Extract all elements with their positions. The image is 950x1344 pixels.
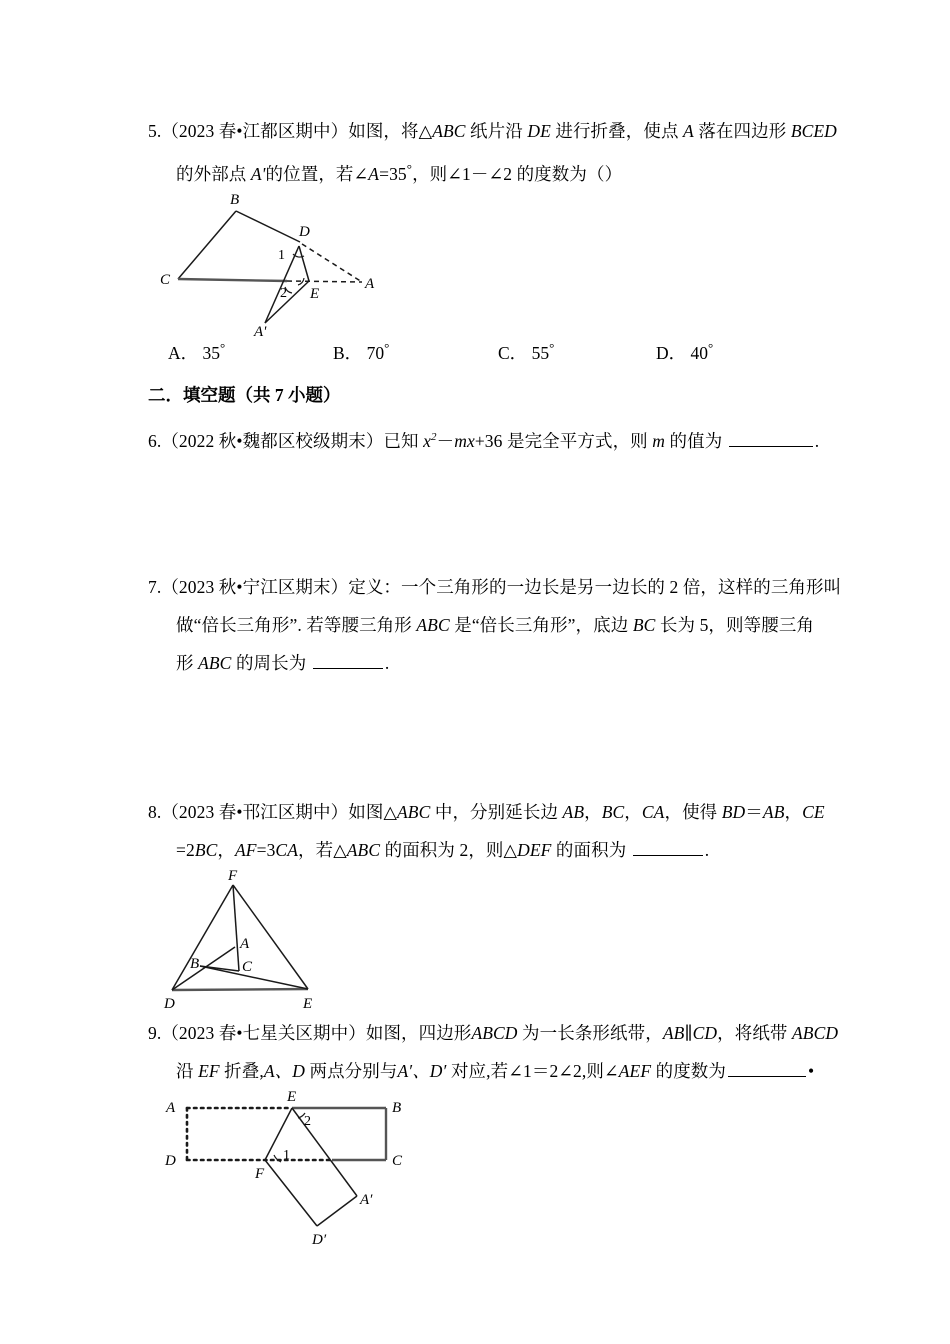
q8-t3: ，使得: [664, 802, 718, 822]
option-d[interactable]: D． 40°: [656, 340, 714, 363]
question-7-line-1: [148, 568, 842, 606]
question-5: [148, 112, 837, 193]
q9-pts-ap-dp: A′、D′: [397, 1061, 447, 1081]
q8-period: .: [704, 840, 710, 860]
q6-period: .: [814, 430, 820, 451]
q5-tri-abc: △ABC: [418, 121, 466, 141]
question-5-line-1: [148, 112, 837, 150]
question-6-line-1: [148, 418, 828, 460]
q5-pt-a-prime: A': [250, 163, 266, 184]
q8-t7: 的面积为 2，则: [384, 840, 504, 860]
q9-answer-blank[interactable]: [728, 1060, 806, 1077]
question-8-source: （2023 春•邗江区期中）: [161, 802, 349, 822]
q5-label-B: B: [230, 192, 240, 208]
question-8-number: 8.: [148, 802, 162, 822]
q7-answer-blank[interactable]: [313, 652, 383, 669]
q9-t2: 为一长条形纸带，: [522, 1023, 663, 1043]
q6-term-mx: mx: [454, 430, 475, 451]
q8-tri-def: △DEF: [503, 840, 552, 860]
q9-period: •: [808, 1061, 815, 1081]
question-6-number: 6.: [148, 430, 162, 451]
q8-c3: ，: [784, 802, 803, 822]
q9-t8: 的度数为: [655, 1061, 727, 1081]
q7-t2: 做“倍长三角形”. 若等腰三角形: [176, 615, 412, 635]
question-9-source: （2023 春•七星关区期中）: [161, 1023, 366, 1043]
question-9-line-1: [148, 1014, 839, 1052]
q9-t1: 如图，四边形: [365, 1023, 472, 1043]
q9-t3: ，将纸带: [717, 1023, 788, 1043]
q6-exponent: 2: [431, 431, 437, 443]
question-7-source: （2023 秋•宁江区期末）: [161, 577, 349, 597]
q9-angle-aef: AEF: [618, 1061, 652, 1081]
q5-t1: 如图，将: [348, 121, 419, 141]
question-5-options: [168, 340, 848, 370]
q8-seg-ca: CA: [641, 802, 665, 822]
q9-seg-ef: EF: [198, 1061, 220, 1081]
question-6: [148, 418, 828, 460]
q8-c4: ，: [217, 840, 235, 860]
question-7: [148, 568, 842, 682]
q7-t5: 形: [176, 653, 194, 673]
q5-label-angle-1: 1: [278, 248, 285, 263]
q6-var-m: m: [652, 430, 666, 451]
q5-t6: 的位置，若∠: [265, 163, 369, 184]
question-8-figure: [162, 866, 362, 1011]
section-heading-fill-in-blank: 二．填空题（共 7 小题）: [148, 385, 341, 405]
q5-quad-bced: BCED: [790, 121, 837, 141]
q5-angle-a: A: [368, 163, 380, 184]
q8-t2: 中，分别延长边: [434, 802, 559, 822]
q8-seg-ce: CE: [802, 802, 825, 822]
q7-tri-abc-2: ABC: [198, 653, 232, 673]
question-7-line-3: [148, 644, 828, 682]
question-7-number: 7.: [148, 577, 162, 597]
q8-eq1: ＝: [745, 802, 763, 822]
q9-label-A-prime: A′: [360, 1192, 373, 1208]
question-5-number: 5.: [148, 121, 162, 141]
q7-t3: 是“倍长三角形”，底边: [454, 615, 629, 635]
question-8: [148, 793, 828, 869]
question-9-number: 9.: [148, 1023, 162, 1043]
q8-t5: =3: [256, 840, 276, 860]
q5-label-E: E: [310, 286, 320, 302]
q9-label-C: C: [392, 1153, 403, 1169]
q5-label-angle-2: 2: [280, 286, 287, 301]
q8-answer-blank[interactable]: [633, 839, 703, 856]
q6-t3: 的值为: [669, 430, 723, 451]
q7-t1: 定义：一个三角形的一边长是另一边长的 2 倍，这样的三角形叫: [348, 577, 842, 597]
q5-t3: 进行折叠，使点: [555, 121, 679, 141]
q7-t4: 长为 5，则等腰三角: [659, 615, 815, 635]
question-5-figure: [152, 186, 412, 336]
q9-t7: 对应,若∠1＝2∠2,则∠: [450, 1061, 619, 1081]
q5-label-A: A: [365, 276, 375, 292]
q5-pt-a: A: [683, 121, 694, 141]
q6-var-x: x: [423, 430, 431, 451]
q9-label-E: E: [287, 1089, 297, 1105]
q5-degree-sign: °: [406, 161, 413, 176]
q9-label-angle-1: 1: [283, 1148, 290, 1163]
option-a[interactable]: A． 35°: [168, 340, 226, 363]
q7-period: .: [384, 653, 390, 673]
option-b[interactable]: B． 70°: [333, 340, 390, 363]
q8-tri-abc: △ABC: [383, 802, 431, 822]
question-9: [148, 1014, 839, 1090]
q5-t7: =35: [379, 163, 407, 184]
q9-label-D: D: [165, 1153, 176, 1169]
q7-tri-abc: ABC: [416, 615, 450, 635]
q8-t4: =2: [176, 840, 195, 860]
q8-c1: ，: [584, 802, 602, 822]
option-c[interactable]: C． 55°: [498, 340, 555, 363]
q8-label-E: E: [303, 996, 313, 1011]
q9-t5: 折叠,: [224, 1061, 264, 1081]
q9-quad-abcd: ABCD: [471, 1023, 518, 1043]
q5-label-A-prime: A': [254, 324, 267, 336]
q8-c2: ，: [624, 802, 642, 822]
question-6-source: （2022 秋•魏都区校级期末）: [161, 430, 384, 451]
q9-t6: 两点分别与: [309, 1061, 398, 1081]
q7-seg-bc: BC: [632, 615, 656, 635]
q8-t6: ，若: [297, 840, 334, 860]
q9-label-angle-2: 2: [304, 1114, 311, 1129]
question-5-source: （2023 春•江都区期中）: [161, 121, 349, 141]
q8-seg-bc-2: BC: [194, 840, 218, 860]
question-8-line-1: [148, 793, 828, 831]
q8-seg-ab-2: AB: [762, 802, 785, 822]
question-7-line-2: [148, 606, 828, 644]
question-8-line-2: [148, 831, 828, 869]
q8-seg-ca-2: CA: [275, 840, 298, 860]
q9-label-D-prime: D′: [312, 1232, 327, 1248]
q8-label-B: B: [190, 956, 200, 972]
q5-seg-de: DE: [527, 121, 551, 141]
q8-t1: 如图: [348, 802, 384, 822]
q9-label-F: F: [255, 1166, 265, 1182]
q5-t4: 落在四边形: [698, 121, 787, 141]
question-9-figure: [152, 1086, 442, 1251]
q8-t8: 的面积为: [555, 840, 627, 860]
q8-label-C: C: [242, 959, 253, 975]
q5-label-D: D: [299, 224, 310, 240]
q9-t4: 沿: [176, 1061, 194, 1081]
q5-t5: 的外部点: [176, 163, 247, 184]
q9-label-B: B: [392, 1100, 402, 1116]
q7-t6: 的周长为: [235, 653, 307, 673]
q8-seg-bd: BD: [721, 802, 746, 822]
q8-label-D: D: [164, 996, 175, 1011]
q9-quad-abcd-2: ABCD: [792, 1023, 839, 1043]
q8-seg-af: AF: [235, 840, 257, 860]
q5-t8: ，则∠1－∠2 的度数为（: [412, 163, 605, 184]
q6-answer-blank[interactable]: [729, 430, 813, 447]
q8-seg-bc: BC: [601, 802, 625, 822]
q8-label-A: A: [240, 936, 250, 952]
q9-pts-ad: A、D: [263, 1061, 305, 1081]
question-9-line-2: [148, 1052, 828, 1090]
q5-t2: 纸片沿: [470, 121, 523, 141]
q6-t2: +36 是完全平方式，则: [474, 430, 648, 451]
q6-minus: －: [436, 430, 455, 451]
q8-seg-ab: AB: [562, 802, 585, 822]
q5-label-C: C: [160, 272, 171, 288]
q9-parallel: AB∥CD: [662, 1023, 718, 1043]
q9-label-A: A: [166, 1100, 176, 1116]
q8-label-F: F: [228, 868, 238, 884]
q6-t1: 已知: [383, 430, 419, 451]
q5-t9: ）: [604, 163, 623, 184]
q8-tri-abc-2: △ABC: [333, 840, 381, 860]
